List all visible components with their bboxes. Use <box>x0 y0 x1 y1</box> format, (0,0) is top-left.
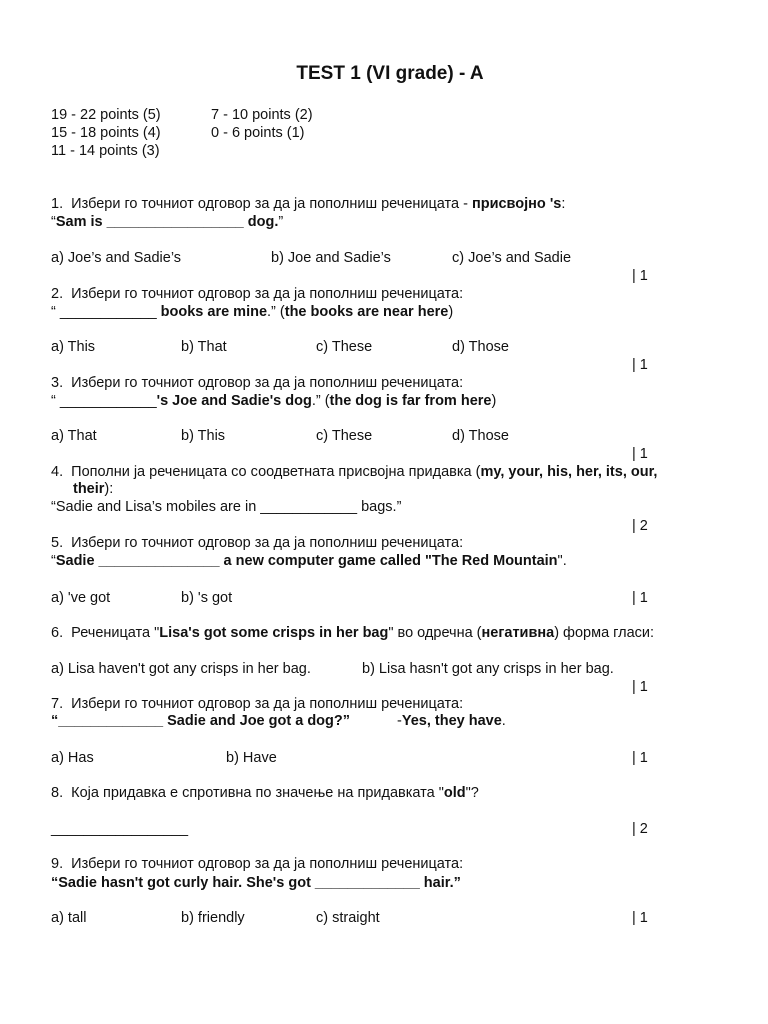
option-c[interactable]: c) straight <box>316 910 380 926</box>
question-5-prompt: 5. Избери го точниот одговор за да ја пополниш реченицата: <box>51 535 464 551</box>
question-2-sentence: “ ____________ books are mine.” (the books are near here) <box>51 304 454 320</box>
question-number: 1. <box>51 196 64 212</box>
question-3-sentence: “ ____________'s Joe and Sadie's dog.” (the dog is far from here) <box>51 393 497 409</box>
question-4-prompt: 4. Пополни ја реченицата со соодветната присвојна придавка (my, your, his, her, its, our, <box>51 464 658 480</box>
question-4-prompt-cont: their): <box>73 481 114 497</box>
score-mark: | 1 <box>632 357 648 373</box>
question-text: Избери го точниот одговор за да ја пополниш реченицата - <box>71 196 472 212</box>
score-mark: | 1 <box>632 268 648 284</box>
page-title: TEST 1 (VI grade) - A <box>296 63 484 84</box>
question-1-prompt: 1. Избери го точниот одговор за да ја пополниш реченицата - присвојно 's: <box>51 196 566 212</box>
option-a[interactable]: a) That <box>51 428 97 444</box>
score-mark: | 1 <box>632 910 648 926</box>
option-a[interactable]: a) Joe’s and Sadie’s <box>51 250 182 266</box>
grade-scale-1: 19 - 22 points (5) <box>51 107 161 123</box>
option-b[interactable]: b) Lisa hasn't got any crisps in her bag. <box>362 661 614 677</box>
question-7-sentence: “_____________ Sadie and Joe got a dog?” <box>51 713 350 729</box>
answer-blank[interactable]: _________________ <box>51 821 189 837</box>
question-8-prompt: 8. Која придавка е спротивна по значење на придавката "old"? <box>51 785 479 801</box>
option-c[interactable]: c) These <box>316 428 373 444</box>
option-b[interactable]: b) 's got <box>181 590 233 606</box>
question-7-answer: -Yes, they have. <box>397 713 506 729</box>
option-a[interactable]: a) Has <box>51 750 94 766</box>
option-d[interactable]: d) Those <box>452 339 509 355</box>
question-3-prompt: 3. Избери го точниот одговор за да ја пополниш реченицата: <box>51 375 464 391</box>
option-b[interactable]: b) This <box>181 428 226 444</box>
question-9-prompt: 9. Избери го точниот одговор за да ја пополниш реченицата: <box>51 856 464 872</box>
question-5-sentence: “Sadie _______________ a new computer game called "The Red Mountain". <box>51 553 567 569</box>
question-4-sentence: “Sadie and Lisa’s mobiles are in ____________ bags.” <box>51 499 402 515</box>
question-9-sentence: “Sadie hasn't got curly hair. She's got _____________ hair.” <box>51 875 461 891</box>
score-mark: | 1 <box>632 590 648 606</box>
question-6-prompt: 6. Реченицата "Lisa's got some crisps in her bag" во одречна (негативна) форма гласи: <box>51 625 655 641</box>
option-a[interactable]: a) 've got <box>51 590 111 606</box>
option-a[interactable]: a) Lisa haven't got any crisps in her bag. <box>51 661 311 677</box>
score-mark: | 1 <box>632 446 648 462</box>
score-mark: | 1 <box>632 750 648 766</box>
question-keyword: присвојно 's <box>471 196 562 212</box>
question-1-sentence: “Sam is _________________ dog.” <box>51 214 284 230</box>
grade-scale-2: 15 - 18 points (4) <box>51 125 161 141</box>
grade-scale-4: 7 - 10 points (2) <box>211 107 313 123</box>
option-b[interactable]: b) That <box>181 339 227 355</box>
question-7-prompt: 7. Избери го точниот одговор за да ја пополниш реченицата: <box>51 696 464 712</box>
score-mark: | 1 <box>632 679 648 695</box>
option-a[interactable]: a) tall <box>51 910 87 926</box>
option-c[interactable]: c) These <box>316 339 373 355</box>
option-b[interactable]: b) Have <box>226 750 277 766</box>
option-a[interactable]: a) This <box>51 339 96 355</box>
option-b[interactable]: b) Joe and Sadie’s <box>271 250 391 266</box>
option-b[interactable]: b) friendly <box>181 910 245 926</box>
grade-scale-3: 11 - 14 points (3) <box>51 143 160 159</box>
score-mark: | 2 <box>632 821 648 837</box>
score-mark: | 2 <box>632 518 648 534</box>
option-d[interactable]: d) Those <box>452 428 509 444</box>
grade-scale-5: 0 - 6 points (1) <box>211 125 305 141</box>
question-2-prompt: 2. Избери го точниот одговор за да ја пополниш реченицата: <box>51 286 464 302</box>
option-c[interactable]: c) Joe’s and Sadie <box>452 250 572 266</box>
